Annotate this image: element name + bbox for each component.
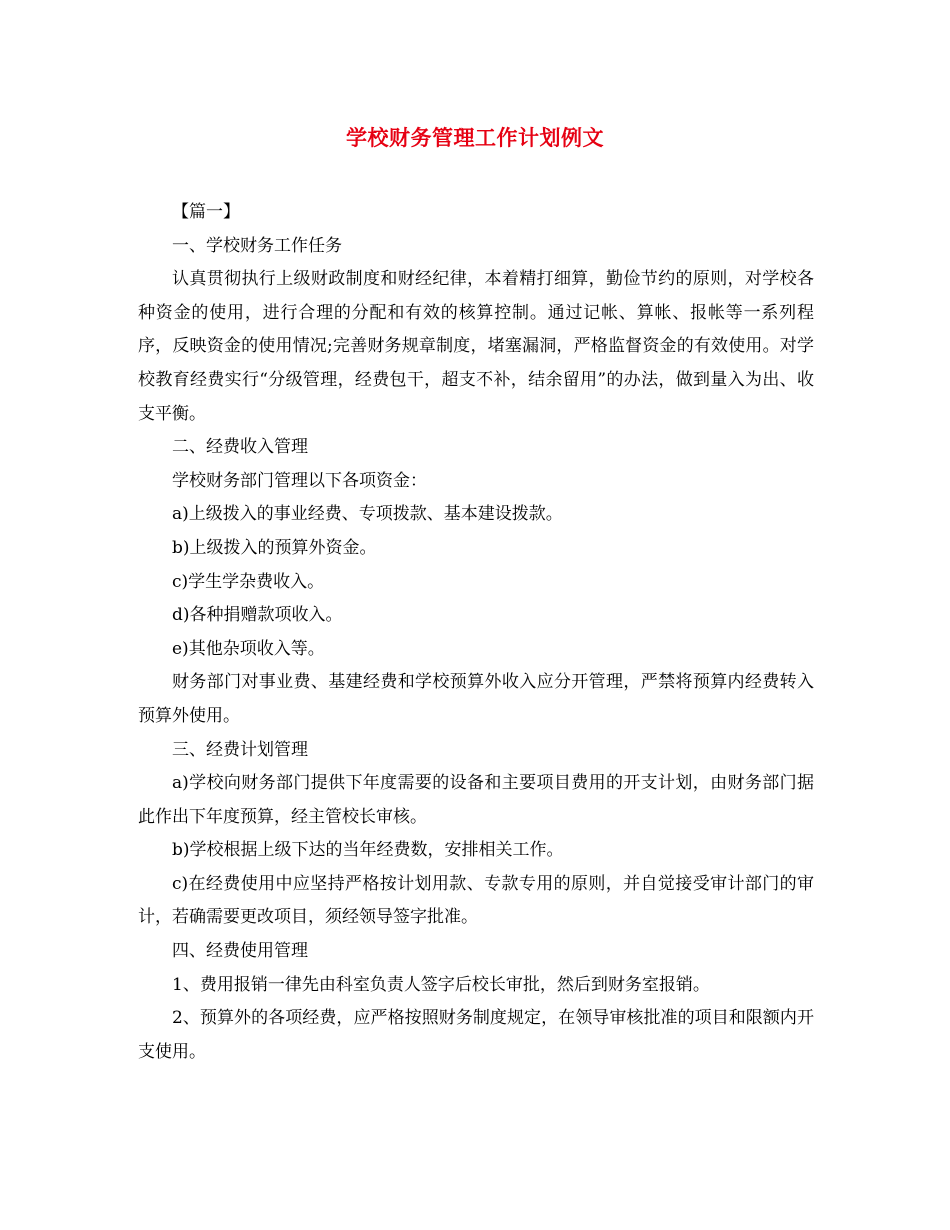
section-heading: 四、经费使用管理 bbox=[172, 941, 308, 962]
body-paragraph: 学校财务部门管理以下各项资金： bbox=[172, 470, 427, 491]
document-title: 学校财务管理工作计划例文 bbox=[346, 125, 604, 150]
list-item: d)各种捐赠款项收入。 bbox=[172, 605, 343, 626]
list-item: b)上级拨入的预算外资金。 bbox=[172, 537, 377, 558]
body-paragraph: 财务部门对事业费、基建经费和学校预算外收入应分开管理，严禁将预算内经费转入预算外使用。 bbox=[138, 672, 814, 726]
list-item: e)其他杂项收入等。 bbox=[172, 638, 325, 659]
section-marker: 【篇一】 bbox=[172, 202, 240, 222]
list-item: a)学校向财务部门提供下年度需要的设备和主要项目费用的开支计划，由财务部门据此作出下年度预算，经主管校长审核。 bbox=[138, 773, 814, 827]
list-item: c)学生学杂费收入。 bbox=[172, 571, 325, 592]
section-heading: 一、学校财务工作任务 bbox=[172, 235, 342, 256]
section-heading: 二、经费收入管理 bbox=[172, 437, 308, 458]
body-paragraph: 认真贯彻执行上级财政制度和财经纪律，本着精打细算，勤俭节约的原则，对学校各种资金的使用，进行合理的分配和有效的核算控制。通过记帐、算帐、报帐等一系列程序，反映资金的使用情况;完善财务规章制度，堵塞漏洞，严格监督资金的有效使用。对学校教育经费实行“分级管理，经费包干，超支不补，结余留用”的办法，做到量入为出、收支平衡。 bbox=[138, 269, 814, 424]
list-item: 1、费用报销一律先由科室负责人签字后校长审批，然后到财务室报销。 bbox=[172, 974, 710, 995]
list-item: 2、预算外的各项经费，应严格按照财务制度规定，在领导审核批准的项目和限额内开支使用。 bbox=[138, 1008, 814, 1062]
document-body bbox=[138, 196, 814, 1069]
list-item: c)在经费使用中应坚持严格按计划用款、专款专用的原则，并自觉接受审计部门的审计，若确需要更改项目，须经领导签字批准。 bbox=[138, 873, 814, 928]
list-item: a)上级拨入的事业经费、专项拨款、基本建设拨款。 bbox=[172, 504, 563, 525]
list-item: b)学校根据上级下达的当年经费数，安排相关工作。 bbox=[172, 840, 564, 861]
section-heading: 三、经费计划管理 bbox=[172, 739, 308, 760]
